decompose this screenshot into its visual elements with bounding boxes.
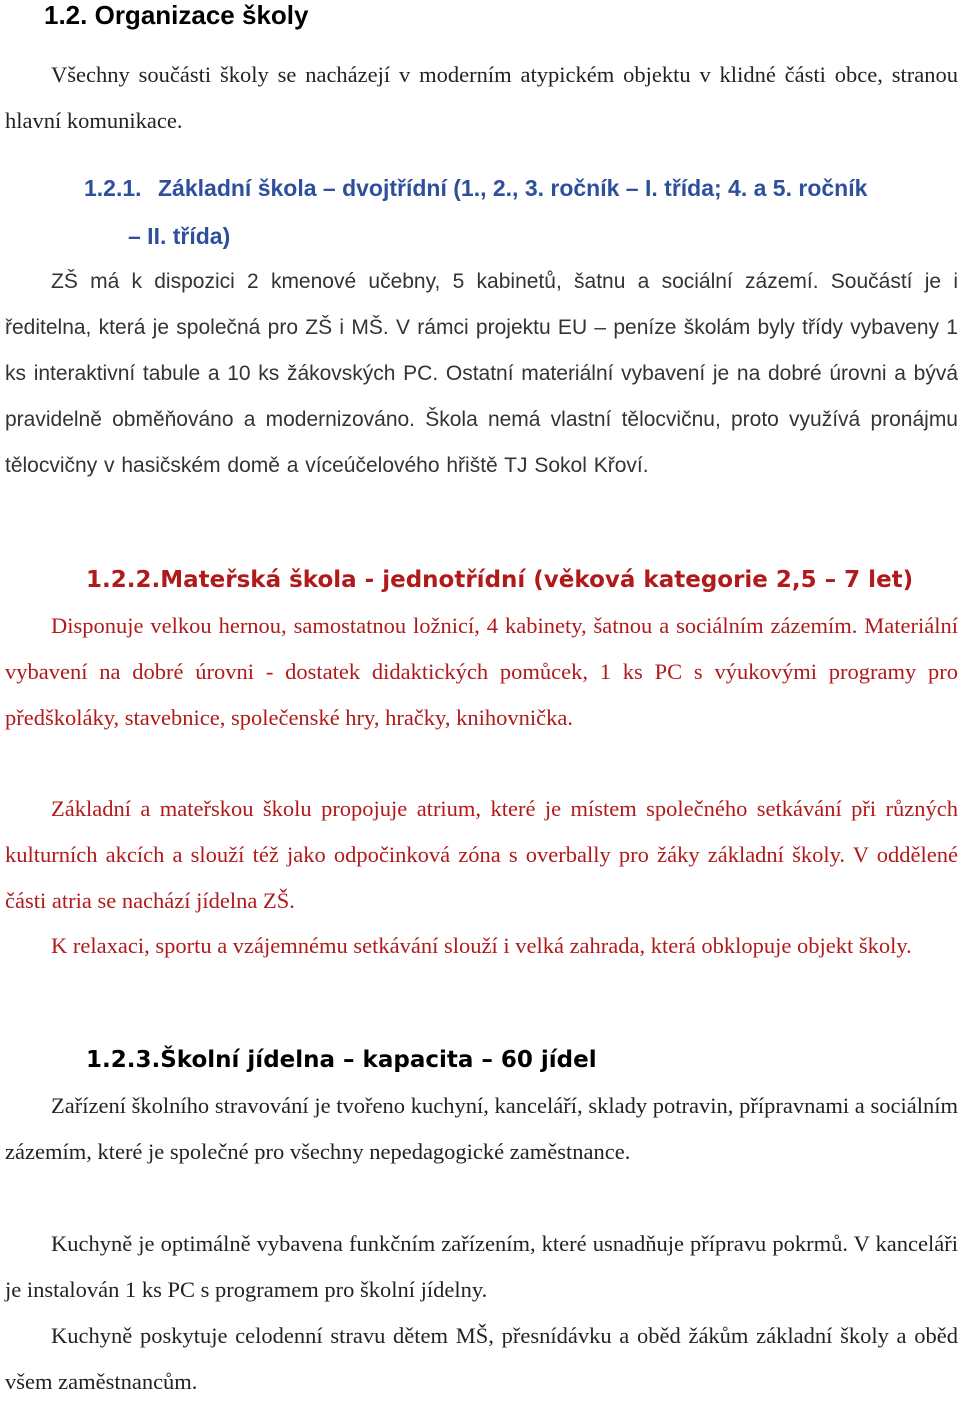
section-title: 1.2. Organizace školy (44, 0, 309, 30)
sj-paragraph-2: Kuchyně je optimálně vybavena funkčním zařízením, které usnadňuje přípravu pokrmů. V kanceláři je instalován 1 ks PC s programem pro školní jídelny. (5, 1231, 958, 1302)
ms-heading-text: Mateřská škola - jednotřídní (věková kategorie 2,5 – 7 let) (160, 567, 914, 593)
zs-heading-line1 (84, 171, 867, 205)
zs-heading-text: Základní škola – dvojtřídní (1., 2., 3. ročník – I. třída; 4. a 5. ročník (158, 175, 868, 201)
sj-paragraph-1: Zařízení školního stravování je tvořeno kuchyní, kanceláří, sklady potravin, přípravnami a sociálním zázemím, které je společné pro všechny nepedagogické zaměstnance. (5, 1093, 958, 1164)
zs-heading-line2: – II. třída) (128, 223, 231, 249)
sj-number: 1.2.3. (86, 1047, 161, 1073)
ms-paragraph-3: K relaxaci, sportu a vzájemnému setkávání slouží i velká zahrada, která obklopuje objekt školy. (51, 933, 912, 958)
sj-paragraph-3: Kuchyně poskytuje celodenní stravu dětem MŠ, přesnídávku a oběd žákům základní školy a oběd všem zaměstnancům. (5, 1323, 958, 1394)
intro-paragraph: Všechny součásti školy se nacházejí v moderním atypickém objektu v klidné části obce, stranou hlavní komunikace. (5, 62, 958, 133)
ms-paragraph-1: Disponuje velkou hernou, samostatnou ložnicí, 4 kabinety, šatnou a sociálním zázemím. Materiální vybavení na dobré úrovni - dostatek didaktických pomůcek, 1 ks PC s výukovými programy pro předškoláky, stavebnice, společenské hry, hračky, knihovnička. (5, 613, 958, 730)
ms-heading (86, 563, 913, 597)
ms-number: 1.2.2. (86, 567, 161, 593)
ms-paragraph-2: Základní a mateřskou školu propojuje atrium, které je místem společného setkávání při různých kulturních akcích a slouží též jako odpočinková zóna s overbally pro žáky základní školy. V oddělené části atria se nachází jídelna ZŠ. (5, 796, 958, 913)
zs-number: 1.2.1. (84, 175, 142, 201)
sj-heading (86, 1043, 597, 1077)
zs-paragraph: ZŠ má k dispozici 2 kmenové učebny, 5 kabinetů, šatnu a sociální zázemí. Součástí je i ředitelna, která je společná pro ZŠ i MŠ. V rámci projektu EU – peníze školám byly třídy vybaveny 1 ks interaktivní tabule a 10 ks žákovských PC. Ostatní materiální vybavení je na dobré úrovni a bývá pravidelně obměňováno a modernizováno. Škola nemá vlastní tělocvičnu, proto využívá pronájmu tělocvičny v hasičském domě a víceúčelového hřiště TJ Sokol Křoví. (5, 270, 958, 477)
sj-heading-text: Školní jídelna – kapacita – 60 jídel (160, 1047, 597, 1073)
